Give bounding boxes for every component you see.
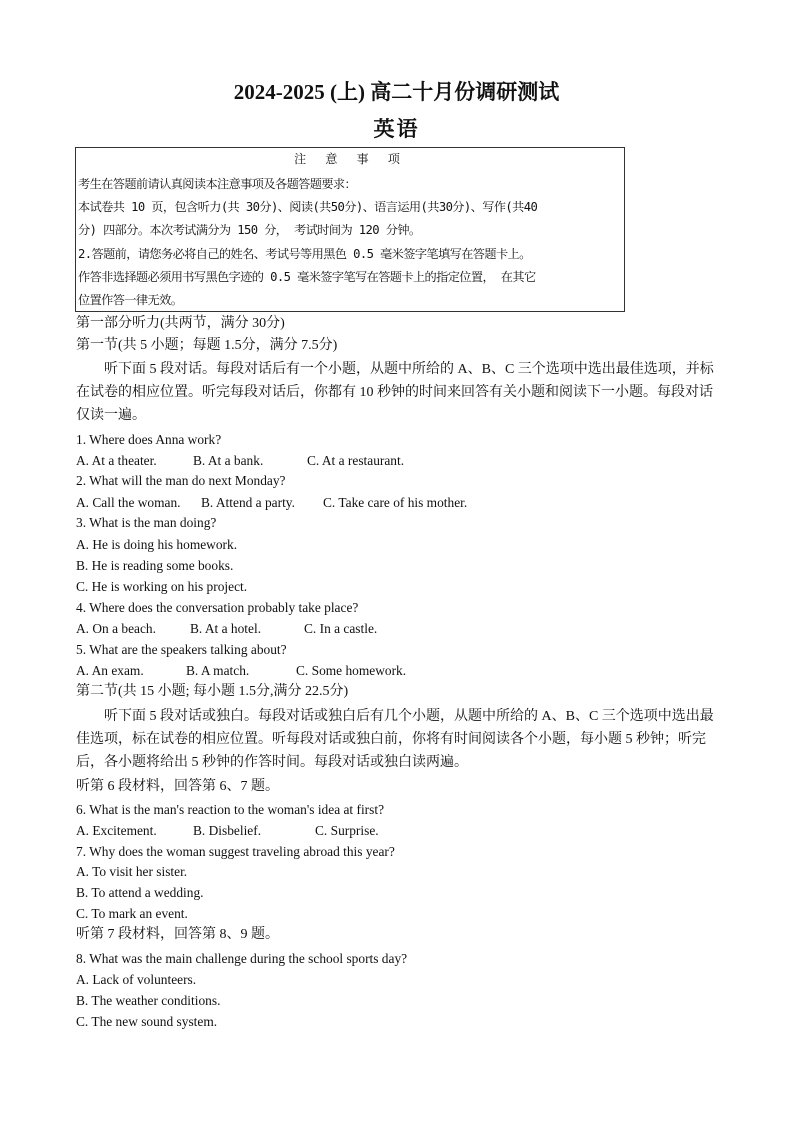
section-instructions: 听下面 5 段对话。每段对话后有一个小题，从题中所给的 A、B、C 三个选项中选出最佳选项，并标在试卷的相应位置。听完每段对话后，你都有 10 秒钟的时间来回答有关小题和阅读下一小题。每段对话仅读一遍。 bbox=[76, 362, 714, 423]
option-b: B. At a bank. bbox=[193, 453, 264, 468]
option-b: B. A match. bbox=[186, 663, 250, 678]
question-stem: 1. Where does Anna work? bbox=[76, 432, 222, 447]
notice-line: 作答非选择题必须用书写黑色字迹的 0.5 毫米签字笔写在答题卡上的指定位置， 在其它 bbox=[78, 270, 536, 284]
option-b: B. To attend a wedding. bbox=[76, 885, 204, 900]
option-c: C. At a restaurant. bbox=[307, 453, 405, 468]
notice-heading: 注 意 事 项 bbox=[294, 152, 406, 166]
question-options bbox=[76, 452, 404, 470]
notice-line: 本试卷共 10 页，包含听力(共 30分)、阅读(共50分)、语言运用(共30分)、写作(共40 bbox=[78, 200, 538, 214]
question-stem: 7. Why does the woman suggest traveling abroad this year? bbox=[76, 844, 395, 859]
option-a: A. Lack of volunteers. bbox=[76, 972, 197, 987]
notice-line: 考生在答题前请认真阅读本注意事项及各题答题要求： bbox=[78, 177, 357, 191]
question-stem: 4. Where does the conversation probably take place? bbox=[76, 600, 359, 615]
option-b: B. Disbelief. bbox=[193, 823, 262, 838]
option-a: A. At a theater. bbox=[76, 453, 157, 468]
notice-line: 位置作答一律无效。 bbox=[78, 293, 183, 307]
question-stem: 8. What was the main challenge during the school sports day? bbox=[76, 951, 408, 966]
option-c: C. Some homework. bbox=[296, 663, 407, 678]
section-title: 第二节(共 15 小题; 每小题 1.5分,满分 22.5分) bbox=[76, 684, 349, 699]
option-c: C. He is working on his project. bbox=[76, 579, 248, 594]
option-a: A. An exam. bbox=[76, 663, 144, 678]
option-c: C. In a castle. bbox=[304, 621, 378, 636]
option-a: A. Call the woman. bbox=[76, 495, 181, 510]
option-a: A. Excitement. bbox=[76, 823, 157, 838]
option-b: B. The weather conditions. bbox=[76, 993, 221, 1008]
section-instructions: 听下面 5 段对话或独白。每段对话或独白后有几个小题，从题中所给的 A、B、C 三个选项中选出最佳选项，标在试卷的相应位置。听每段对话或独白前，你将有时间阅读各个小题，每小题 5 秒钟；听完后，各小题将给出 5 秒钟的作答时间。每段对话或独白读两遍。 bbox=[76, 709, 714, 770]
question-options bbox=[76, 494, 467, 512]
option-a: A. He is doing his homework. bbox=[76, 537, 238, 552]
question-options bbox=[76, 662, 406, 680]
question-options bbox=[76, 620, 377, 638]
notice-line: 分) 四部分。本次考试满分为 150 分， 考试时间为 120 分钟。 bbox=[78, 223, 421, 237]
part-title: 第一部分听力(共两节，满分 30分) bbox=[76, 316, 285, 331]
option-c: C. Take care of his mother. bbox=[323, 495, 468, 510]
question-stem: 3. What is the man doing? bbox=[76, 515, 217, 530]
question-stem: 5. What are the speakers talking about? bbox=[76, 642, 287, 657]
notice-line: 2.答题前，请您务必将自己的姓名、考试号等用黑色 0.5 毫米签字笔填写在答题卡上。 bbox=[78, 247, 531, 261]
option-b: B. He is reading some books. bbox=[76, 558, 234, 573]
material-heading: 听第 6 段材料，回答第 6、7 题。 bbox=[76, 779, 279, 794]
question-stem: 2. What will the man do next Monday? bbox=[76, 473, 286, 488]
option-a: A. On a beach. bbox=[76, 621, 156, 636]
question-options bbox=[76, 822, 379, 840]
option-a: A. To visit her sister. bbox=[76, 864, 188, 879]
option-c: C. The new sound system. bbox=[76, 1014, 218, 1029]
question-stem: 6. What is the man's reaction to the woman's idea at first? bbox=[76, 802, 385, 817]
section-title: 第一节(共 5 小题；每题 1.5分，满分 7.5分) bbox=[76, 338, 338, 353]
exam-title: 2024-2025 (上) 高二十月份调研测试 bbox=[233, 80, 560, 104]
option-b: B. At a hotel. bbox=[190, 621, 262, 636]
material-heading: 听第 7 段材料，回答第 8、9 题。 bbox=[76, 927, 279, 942]
option-c: C. To mark an event. bbox=[76, 906, 188, 921]
option-c: C. Surprise. bbox=[315, 823, 379, 838]
option-b: B. Attend a party. bbox=[201, 495, 295, 510]
subject-title: 英语 bbox=[373, 117, 420, 141]
notice-box bbox=[75, 147, 625, 312]
